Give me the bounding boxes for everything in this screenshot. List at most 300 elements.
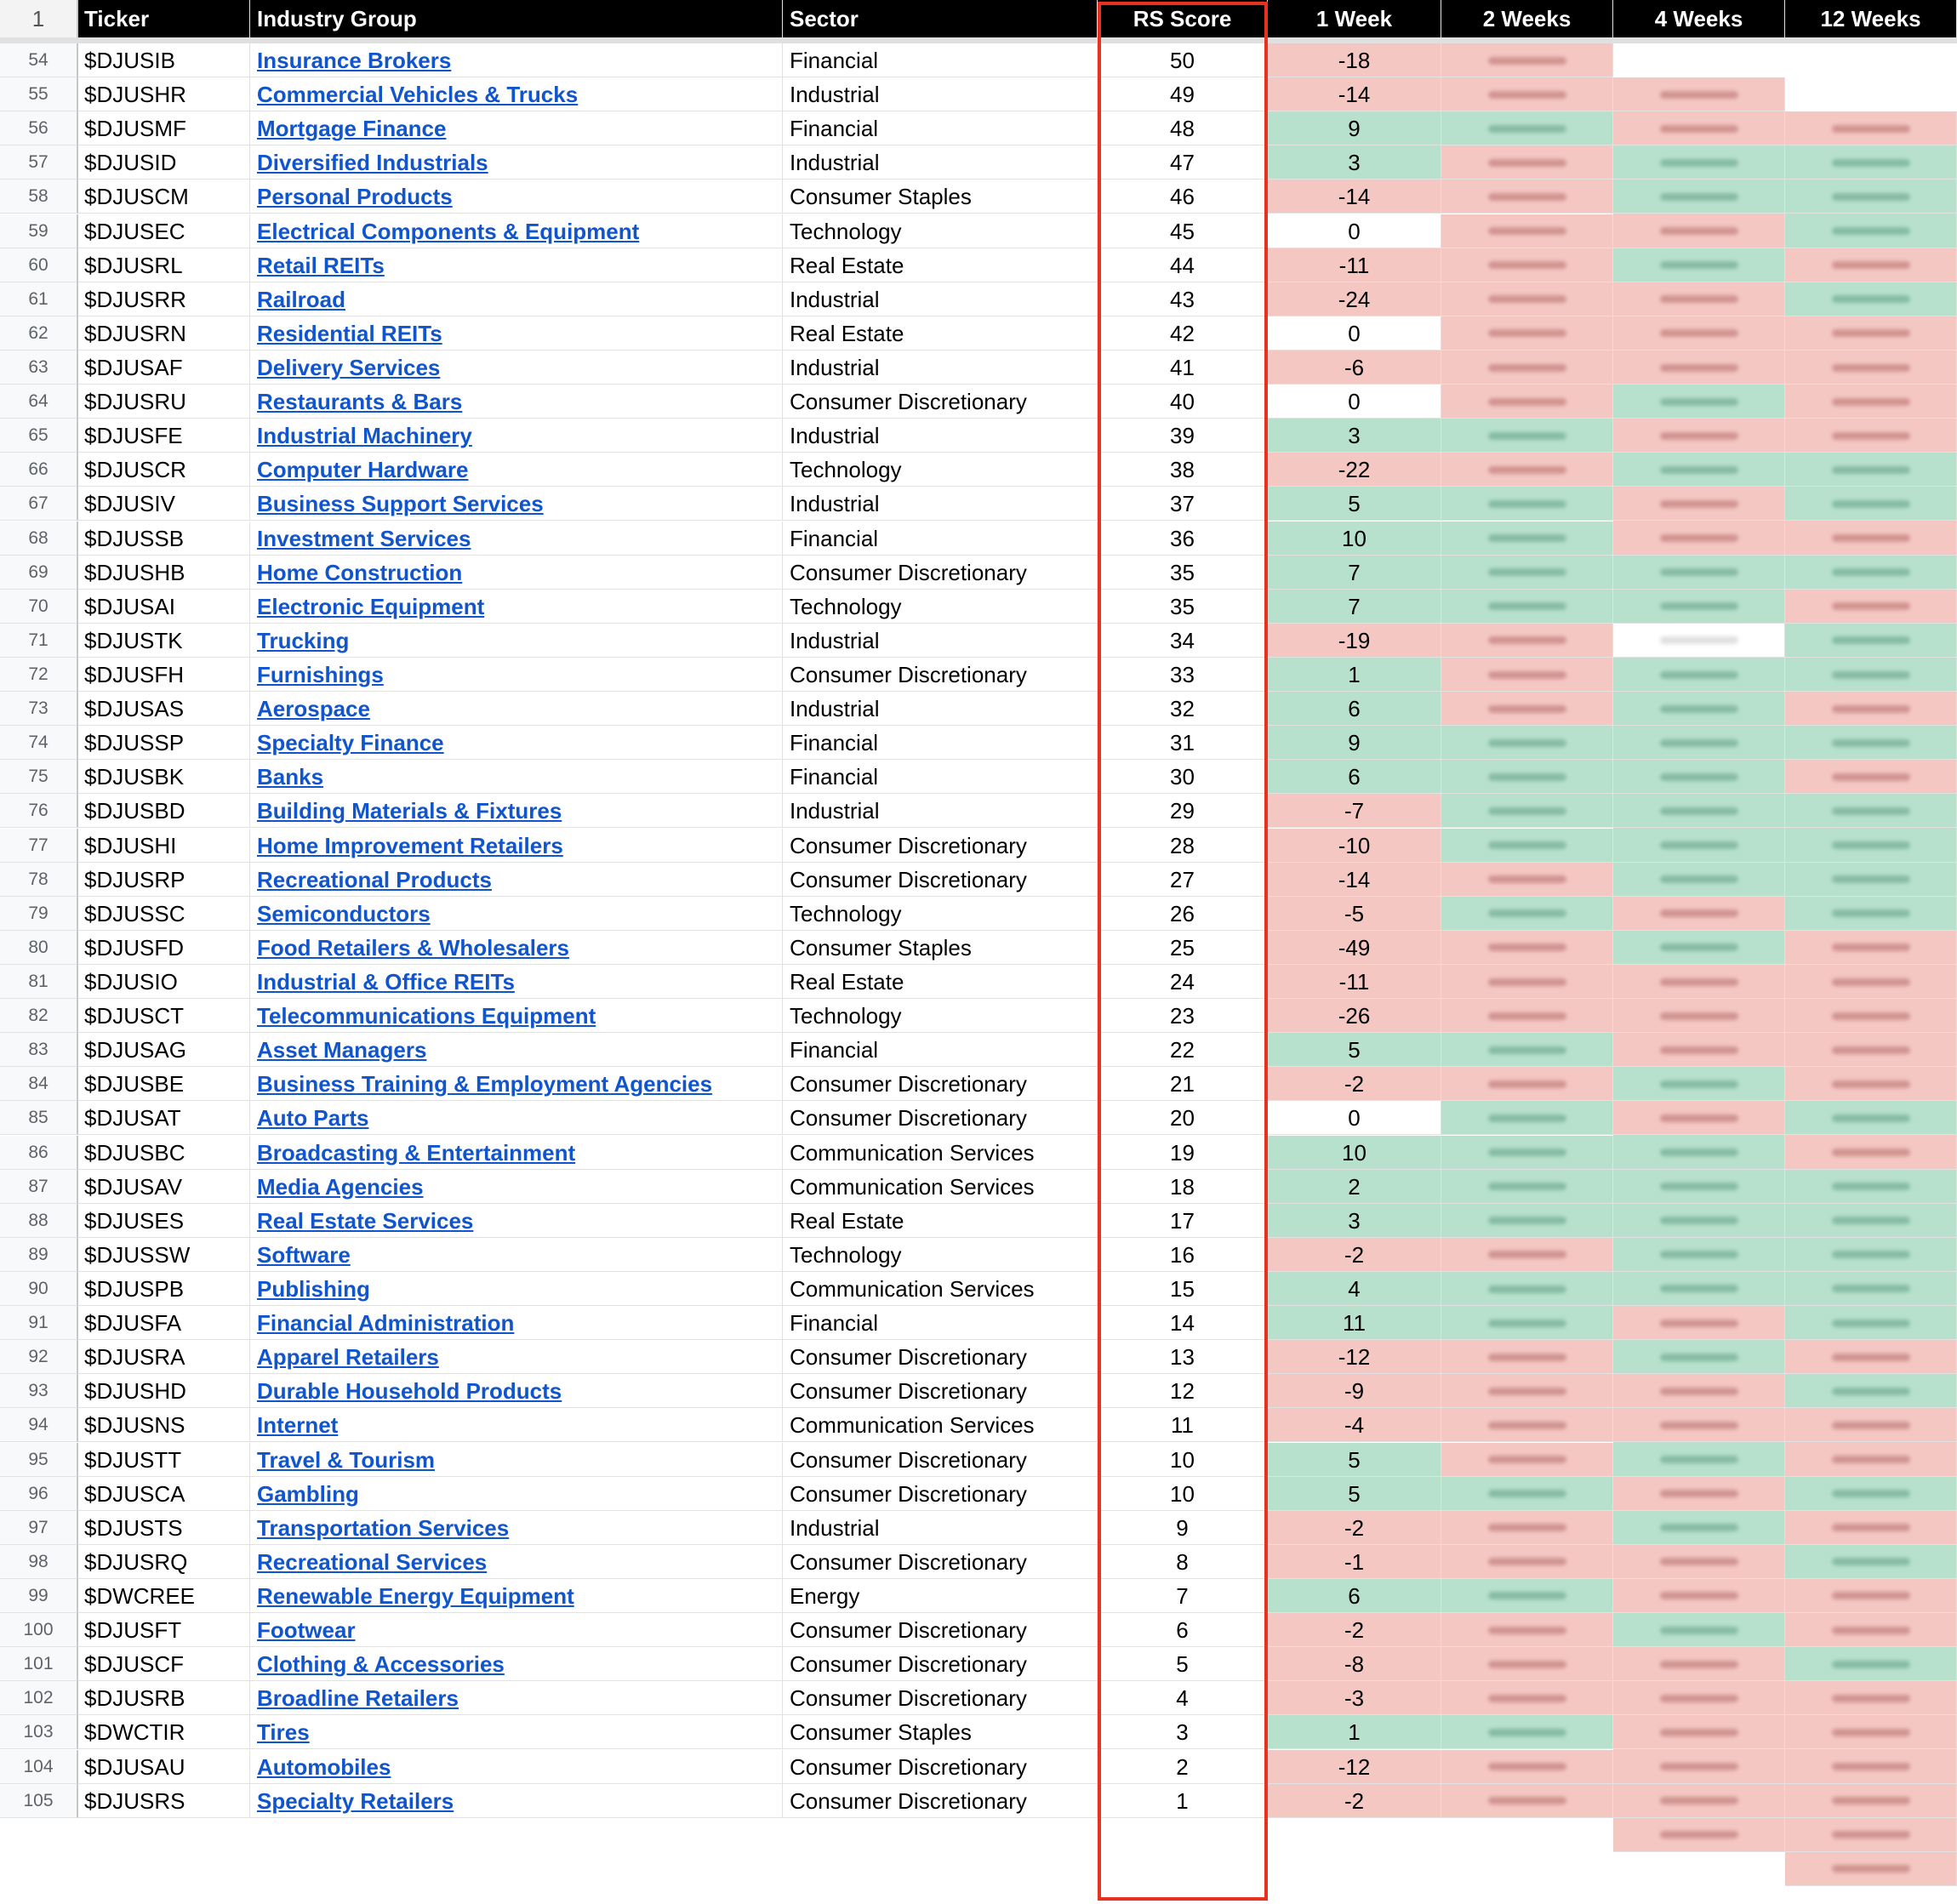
industry-group-link[interactable]: Specialty Retailers xyxy=(257,1787,454,1814)
ticker-cell[interactable]: $DJUSTK xyxy=(78,624,250,658)
industry-group-link[interactable]: Auto Parts xyxy=(257,1105,369,1132)
industry-group-cell[interactable] xyxy=(250,1374,783,1408)
week2-change-cell[interactable] xyxy=(1441,1170,1613,1204)
sector-cell[interactable]: Real Estate xyxy=(783,1204,1098,1238)
industry-group-cell[interactable] xyxy=(250,726,783,760)
sector-cell[interactable]: Industrial xyxy=(783,1511,1098,1545)
row-number[interactable]: 77 xyxy=(0,829,78,863)
industry-group-link[interactable]: Electrical Components & Equipment xyxy=(257,218,640,244)
row-number[interactable]: 94 xyxy=(0,1408,78,1442)
week1-change-cell[interactable]: -49 xyxy=(1268,931,1441,965)
industry-group-link[interactable]: Business Support Services xyxy=(257,491,544,517)
week1-change-cell[interactable]: 2 xyxy=(1268,1170,1441,1204)
sector-cell[interactable]: Financial xyxy=(783,1306,1098,1340)
week1-change-cell[interactable]: -5 xyxy=(1268,897,1441,931)
column-header-sector[interactable]: Sector xyxy=(783,0,1098,38)
ticker-cell[interactable]: $DJUSRB xyxy=(78,1681,250,1715)
industry-group-cell[interactable] xyxy=(250,1272,783,1306)
industry-group-link[interactable]: Publishing xyxy=(257,1276,370,1302)
week1-change-cell[interactable]: -10 xyxy=(1268,829,1441,863)
rs-score-cell[interactable]: 14 xyxy=(1098,1306,1268,1340)
rs-score-cell[interactable]: 26 xyxy=(1098,897,1268,931)
week2-change-cell[interactable] xyxy=(1441,1272,1613,1306)
ticker-cell[interactable]: $DJUSAS xyxy=(78,692,250,726)
industry-group-cell[interactable] xyxy=(250,43,783,77)
rs-score-cell[interactable]: 10 xyxy=(1098,1443,1268,1477)
ticker-cell[interactable]: $DJUSBD xyxy=(78,794,250,828)
week1-change-cell[interactable]: -2 xyxy=(1268,1067,1441,1101)
rs-score-cell[interactable]: 21 xyxy=(1098,1067,1268,1101)
week2-change-cell[interactable] xyxy=(1441,1136,1613,1170)
industry-group-cell[interactable] xyxy=(250,1613,783,1647)
ticker-cell[interactable]: $DJUSAI xyxy=(78,590,250,624)
industry-group-link[interactable]: Home Construction xyxy=(257,559,463,585)
ticker-cell[interactable]: $DJUSBC xyxy=(78,1136,250,1170)
industry-group-cell[interactable] xyxy=(250,658,783,692)
industry-group-cell[interactable] xyxy=(250,1647,783,1681)
week1-change-cell[interactable]: -8 xyxy=(1268,1647,1441,1681)
row-number[interactable]: 79 xyxy=(0,897,78,931)
week1-change-cell[interactable]: -14 xyxy=(1268,77,1441,111)
sector-cell[interactable]: Financial xyxy=(783,111,1098,145)
ticker-cell[interactable]: $DJUSMF xyxy=(78,111,250,145)
row-number[interactable]: 71 xyxy=(0,624,78,658)
week2-change-cell[interactable] xyxy=(1441,1306,1613,1340)
rs-score-cell[interactable]: 41 xyxy=(1098,351,1268,385)
rs-score-cell[interactable]: 4 xyxy=(1098,1681,1268,1715)
industry-group-cell[interactable] xyxy=(250,522,783,556)
rs-score-cell[interactable]: 12 xyxy=(1098,1374,1268,1408)
industry-group-link[interactable]: Automobiles xyxy=(257,1753,391,1780)
week2-change-cell[interactable] xyxy=(1441,1681,1613,1715)
row-number[interactable]: 97 xyxy=(0,1511,78,1545)
row-number[interactable]: 102 xyxy=(0,1681,78,1715)
industry-group-link[interactable]: Apparel Retailers xyxy=(257,1344,439,1371)
column-header-industry-group[interactable]: Industry Group xyxy=(250,0,783,38)
column-header-rs-score[interactable]: RS Score xyxy=(1098,0,1268,38)
ticker-cell[interactable]: $DJUSCR xyxy=(78,453,250,487)
sector-cell[interactable]: Consumer Discretionary xyxy=(783,1340,1098,1374)
row-number[interactable]: 59 xyxy=(0,214,78,248)
sector-cell[interactable]: Industrial xyxy=(783,77,1098,111)
sector-cell[interactable]: Real Estate xyxy=(783,248,1098,282)
rs-score-cell[interactable]: 13 xyxy=(1098,1340,1268,1374)
ticker-cell[interactable]: $DJUSIB xyxy=(78,43,250,77)
row-number[interactable]: 83 xyxy=(0,1033,78,1067)
rs-score-cell[interactable]: 47 xyxy=(1098,145,1268,180)
week2-change-cell[interactable] xyxy=(1441,180,1613,214)
sector-cell[interactable]: Technology xyxy=(783,897,1098,931)
rs-score-cell[interactable]: 45 xyxy=(1098,214,1268,248)
week2-change-cell[interactable] xyxy=(1441,1340,1613,1374)
week2-change-cell[interactable] xyxy=(1441,43,1613,77)
sector-cell[interactable]: Technology xyxy=(783,590,1098,624)
industry-group-link[interactable]: Real Estate Services xyxy=(257,1207,474,1234)
ticker-cell[interactable]: $DJUSCT xyxy=(78,999,250,1033)
rs-score-cell[interactable]: 10 xyxy=(1098,1477,1268,1511)
ticker-cell[interactable]: $DJUSPB xyxy=(78,1272,250,1306)
industry-group-cell[interactable] xyxy=(250,1511,783,1545)
row-number[interactable]: 57 xyxy=(0,145,78,180)
week2-change-cell[interactable] xyxy=(1441,1408,1613,1442)
rs-score-cell[interactable]: 15 xyxy=(1098,1272,1268,1306)
ticker-cell[interactable]: $DJUSIO xyxy=(78,965,250,999)
rs-score-cell[interactable]: 7 xyxy=(1098,1579,1268,1613)
ticker-cell[interactable]: $DJUSIV xyxy=(78,487,250,521)
rs-score-cell[interactable]: 9 xyxy=(1098,1511,1268,1545)
sector-cell[interactable]: Industrial xyxy=(783,487,1098,521)
week1-change-cell[interactable]: -26 xyxy=(1268,999,1441,1033)
row-number[interactable]: 90 xyxy=(0,1272,78,1306)
ticker-cell[interactable]: $DJUSCA xyxy=(78,1477,250,1511)
rs-score-cell[interactable]: 18 xyxy=(1098,1170,1268,1204)
industry-group-link[interactable]: Recreational Products xyxy=(257,866,492,892)
week2-change-cell[interactable] xyxy=(1441,385,1613,419)
industry-group-cell[interactable] xyxy=(250,282,783,316)
industry-group-cell[interactable] xyxy=(250,897,783,931)
row-number[interactable]: 69 xyxy=(0,556,78,590)
row-number[interactable]: 80 xyxy=(0,931,78,965)
sector-cell[interactable]: Industrial xyxy=(783,282,1098,316)
week1-change-cell[interactable]: 10 xyxy=(1268,1136,1441,1170)
week1-change-cell[interactable]: 1 xyxy=(1268,658,1441,692)
industry-group-cell[interactable] xyxy=(250,590,783,624)
row-number[interactable]: 73 xyxy=(0,692,78,726)
rs-score-cell[interactable]: 22 xyxy=(1098,1033,1268,1067)
row-number[interactable]: 76 xyxy=(0,794,78,828)
rs-score-cell[interactable]: 35 xyxy=(1098,556,1268,590)
week1-change-cell[interactable]: 3 xyxy=(1268,145,1441,180)
week1-change-cell[interactable]: 3 xyxy=(1268,419,1441,453)
row-number[interactable]: 89 xyxy=(0,1238,78,1272)
ticker-cell[interactable]: $DJUSSC xyxy=(78,897,250,931)
sector-cell[interactable]: Consumer Discretionary xyxy=(783,658,1098,692)
week2-change-cell[interactable] xyxy=(1441,658,1613,692)
ticker-cell[interactable]: $DJUSSP xyxy=(78,726,250,760)
week1-change-cell[interactable]: 5 xyxy=(1268,1477,1441,1511)
week1-change-cell[interactable]: 9 xyxy=(1268,111,1441,145)
sector-cell[interactable]: Industrial xyxy=(783,145,1098,180)
sector-cell[interactable]: Consumer Discretionary xyxy=(783,1750,1098,1784)
row-number[interactable]: 61 xyxy=(0,282,78,316)
sector-cell[interactable]: Financial xyxy=(783,1033,1098,1067)
row-number[interactable]: 82 xyxy=(0,999,78,1033)
rs-score-cell[interactable]: 42 xyxy=(1098,316,1268,351)
industry-group-cell[interactable] xyxy=(250,1579,783,1613)
week1-change-cell[interactable]: 0 xyxy=(1268,1101,1441,1135)
industry-group-cell[interactable] xyxy=(250,77,783,111)
row-number[interactable]: 55 xyxy=(0,77,78,111)
week1-change-cell[interactable]: -2 xyxy=(1268,1784,1441,1818)
ticker-cell[interactable]: $DJUSBE xyxy=(78,1067,250,1101)
rs-score-cell[interactable]: 11 xyxy=(1098,1408,1268,1442)
industry-group-link[interactable]: Furnishings xyxy=(257,662,384,687)
rs-score-cell[interactable]: 44 xyxy=(1098,248,1268,282)
week1-change-cell[interactable]: 11 xyxy=(1268,1306,1441,1340)
week2-change-cell[interactable] xyxy=(1441,863,1613,897)
ticker-cell[interactable]: $DJUSCF xyxy=(78,1647,250,1681)
industry-group-link[interactable]: Mortgage Finance xyxy=(257,116,447,142)
week2-change-cell[interactable] xyxy=(1441,77,1613,111)
ticker-cell[interactable]: $DJUSRA xyxy=(78,1340,250,1374)
rs-score-cell[interactable]: 17 xyxy=(1098,1204,1268,1238)
rs-score-cell[interactable]: 24 xyxy=(1098,965,1268,999)
week1-change-cell[interactable]: 0 xyxy=(1268,385,1441,419)
week1-change-cell[interactable]: -4 xyxy=(1268,1408,1441,1442)
week2-change-cell[interactable] xyxy=(1441,419,1613,453)
industry-group-link[interactable]: Investment Services xyxy=(257,525,471,551)
week1-change-cell[interactable]: 4 xyxy=(1268,1272,1441,1306)
industry-group-link[interactable]: Electronic Equipment xyxy=(257,593,485,619)
sector-cell[interactable]: Financial xyxy=(783,522,1098,556)
industry-group-link[interactable]: Aerospace xyxy=(257,696,370,722)
ticker-cell[interactable]: $DJUSHI xyxy=(78,829,250,863)
industry-group-cell[interactable] xyxy=(250,1545,783,1579)
week2-change-cell[interactable] xyxy=(1441,1067,1613,1101)
sector-cell[interactable]: Consumer Staples xyxy=(783,931,1098,965)
ticker-cell[interactable]: $DJUSFH xyxy=(78,658,250,692)
week2-change-cell[interactable] xyxy=(1441,1033,1613,1067)
rs-score-cell[interactable]: 36 xyxy=(1098,522,1268,556)
industry-group-cell[interactable] xyxy=(250,351,783,385)
sector-cell[interactable]: Financial xyxy=(783,760,1098,794)
sector-cell[interactable]: Real Estate xyxy=(783,316,1098,351)
row-number[interactable]: 93 xyxy=(0,1374,78,1408)
row-number[interactable]: 85 xyxy=(0,1101,78,1135)
week1-change-cell[interactable]: -24 xyxy=(1268,282,1441,316)
week2-change-cell[interactable] xyxy=(1441,829,1613,863)
sector-cell[interactable]: Consumer Discretionary xyxy=(783,1067,1098,1101)
week2-change-cell[interactable] xyxy=(1441,1545,1613,1579)
ticker-cell[interactable]: $DJUSSW xyxy=(78,1238,250,1272)
industry-group-link[interactable]: Computer Hardware xyxy=(257,457,469,483)
week2-change-cell[interactable] xyxy=(1441,1715,1613,1749)
week1-change-cell[interactable]: 7 xyxy=(1268,590,1441,624)
industry-group-cell[interactable] xyxy=(250,111,783,145)
industry-group-link[interactable]: Residential REITs xyxy=(257,320,442,346)
row-number[interactable]: 96 xyxy=(0,1477,78,1511)
sector-cell[interactable]: Technology xyxy=(783,999,1098,1033)
week2-change-cell[interactable] xyxy=(1441,1477,1613,1511)
week1-change-cell[interactable]: -11 xyxy=(1268,248,1441,282)
industry-group-cell[interactable] xyxy=(250,214,783,248)
week2-change-cell[interactable] xyxy=(1441,1613,1613,1647)
industry-group-cell[interactable] xyxy=(250,180,783,214)
week12-change-cell[interactable] xyxy=(1785,1852,1957,1886)
industry-group-link[interactable]: Trucking xyxy=(257,627,350,653)
ticker-cell[interactable]: $DJUSCM xyxy=(78,180,250,214)
industry-group-link[interactable]: Clothing & Accessories xyxy=(257,1651,505,1678)
ticker-cell[interactable]: $DJUSAV xyxy=(78,1170,250,1204)
week2-change-cell[interactable] xyxy=(1441,897,1613,931)
week2-change-cell[interactable] xyxy=(1441,692,1613,726)
row-number[interactable]: 68 xyxy=(0,522,78,556)
industry-group-link[interactable]: Footwear xyxy=(257,1617,356,1644)
ticker-cell[interactable]: $DWCREE xyxy=(78,1579,250,1613)
rs-score-cell[interactable]: 27 xyxy=(1098,863,1268,897)
row-number[interactable]: 92 xyxy=(0,1340,78,1374)
sector-cell[interactable]: Industrial xyxy=(783,794,1098,828)
week1-change-cell[interactable]: -12 xyxy=(1268,1750,1441,1784)
industry-group-cell[interactable] xyxy=(250,145,783,180)
sector-cell[interactable]: Consumer Discretionary xyxy=(783,1477,1098,1511)
sector-cell[interactable]: Consumer Discretionary xyxy=(783,1647,1098,1681)
industry-group-cell[interactable] xyxy=(250,1204,783,1238)
ticker-cell[interactable]: $DJUSRL xyxy=(78,248,250,282)
industry-group-cell[interactable] xyxy=(250,1750,783,1784)
row-number[interactable]: 87 xyxy=(0,1170,78,1204)
industry-group-cell[interactable] xyxy=(250,829,783,863)
rs-score-cell[interactable]: 28 xyxy=(1098,829,1268,863)
rs-score-cell[interactable]: 25 xyxy=(1098,931,1268,965)
rs-score-cell[interactable]: 2 xyxy=(1098,1750,1268,1784)
sector-cell[interactable]: Consumer Discretionary xyxy=(783,1545,1098,1579)
week2-change-cell[interactable] xyxy=(1441,1750,1613,1784)
ticker-cell[interactable]: $DJUSAU xyxy=(78,1750,250,1784)
sector-cell[interactable]: Industrial xyxy=(783,351,1098,385)
week2-change-cell[interactable] xyxy=(1441,214,1613,248)
industry-group-cell[interactable] xyxy=(250,794,783,828)
industry-group-cell[interactable] xyxy=(250,248,783,282)
row-number[interactable]: 63 xyxy=(0,351,78,385)
week2-change-cell[interactable] xyxy=(1441,794,1613,828)
row-number[interactable]: 70 xyxy=(0,590,78,624)
week2-change-cell[interactable] xyxy=(1441,1784,1613,1818)
week1-change-cell[interactable]: -14 xyxy=(1268,863,1441,897)
ticker-cell[interactable]: $DJUSFT xyxy=(78,1613,250,1647)
industry-group-link[interactable]: Internet xyxy=(257,1412,339,1439)
column-header-4-weeks[interactable]: 4 Weeks xyxy=(1613,0,1785,38)
week1-change-cell[interactable]: 5 xyxy=(1268,1443,1441,1477)
rs-score-cell[interactable]: 38 xyxy=(1098,453,1268,487)
industry-group-cell[interactable] xyxy=(250,1443,783,1477)
industry-group-cell[interactable] xyxy=(250,556,783,590)
industry-group-link[interactable]: Recreational Services xyxy=(257,1548,488,1575)
week2-change-cell[interactable] xyxy=(1441,453,1613,487)
sector-cell[interactable]: Consumer Discretionary xyxy=(783,1443,1098,1477)
week1-change-cell[interactable]: 6 xyxy=(1268,692,1441,726)
rs-score-cell[interactable]: 43 xyxy=(1098,282,1268,316)
row-number[interactable]: 84 xyxy=(0,1067,78,1101)
row-number[interactable]: 86 xyxy=(0,1136,78,1170)
week4-change-cell[interactable] xyxy=(1613,1818,1785,1852)
industry-group-link[interactable]: Durable Household Products xyxy=(257,1378,562,1405)
ticker-cell[interactable]: $DJUSRU xyxy=(78,385,250,419)
ticker-cell[interactable]: $DJUSID xyxy=(78,145,250,180)
column-header-2-weeks[interactable]: 2 Weeks xyxy=(1441,0,1613,38)
sector-cell[interactable]: Consumer Discretionary xyxy=(783,863,1098,897)
industry-group-cell[interactable] xyxy=(250,760,783,794)
sector-cell[interactable]: Financial xyxy=(783,726,1098,760)
rs-score-cell[interactable]: 8 xyxy=(1098,1545,1268,1579)
week2-change-cell[interactable] xyxy=(1441,111,1613,145)
week1-change-cell[interactable]: -11 xyxy=(1268,965,1441,999)
industry-group-cell[interactable] xyxy=(250,931,783,965)
industry-group-link[interactable]: Gambling xyxy=(257,1480,359,1507)
industry-group-link[interactable]: Diversified Industrials xyxy=(257,150,488,176)
week2-change-cell[interactable] xyxy=(1441,556,1613,590)
rs-score-cell[interactable]: 39 xyxy=(1098,419,1268,453)
week1-change-cell[interactable]: -19 xyxy=(1268,624,1441,658)
industry-group-link[interactable]: Banks xyxy=(257,764,324,790)
industry-group-cell[interactable] xyxy=(250,1033,783,1067)
week1-change-cell[interactable]: 5 xyxy=(1268,1033,1441,1067)
week1-change-cell[interactable]: -18 xyxy=(1268,43,1441,77)
sector-cell[interactable]: Consumer Discretionary xyxy=(783,829,1098,863)
ticker-cell[interactable]: $DJUSRS xyxy=(78,1784,250,1818)
industry-group-link[interactable]: Asset Managers xyxy=(257,1037,427,1063)
row-number[interactable]: 104 xyxy=(0,1750,78,1784)
sector-cell[interactable]: Consumer Staples xyxy=(783,1715,1098,1749)
row-number[interactable]: 72 xyxy=(0,658,78,692)
week2-change-cell[interactable] xyxy=(1441,1511,1613,1545)
sector-cell[interactable]: Communication Services xyxy=(783,1170,1098,1204)
rs-score-cell[interactable]: 31 xyxy=(1098,726,1268,760)
row-number[interactable]: 98 xyxy=(0,1545,78,1579)
ticker-cell[interactable]: $DJUSFA xyxy=(78,1306,250,1340)
sector-cell[interactable]: Technology xyxy=(783,1238,1098,1272)
ticker-cell[interactable]: $DJUSFD xyxy=(78,931,250,965)
rs-score-cell[interactable]: 40 xyxy=(1098,385,1268,419)
sector-cell[interactable]: Technology xyxy=(783,214,1098,248)
week2-change-cell[interactable] xyxy=(1441,999,1613,1033)
industry-group-cell[interactable] xyxy=(250,487,783,521)
row-number[interactable]: 75 xyxy=(0,760,78,794)
industry-group-cell[interactable] xyxy=(250,863,783,897)
week1-change-cell[interactable]: -7 xyxy=(1268,794,1441,828)
ticker-cell[interactable]: $DJUSHD xyxy=(78,1374,250,1408)
week2-change-cell[interactable] xyxy=(1441,351,1613,385)
industry-group-link[interactable]: Insurance Brokers xyxy=(257,48,452,73)
sector-cell[interactable]: Industrial xyxy=(783,624,1098,658)
row-number[interactable]: 99 xyxy=(0,1579,78,1613)
row-number[interactable]: 56 xyxy=(0,111,78,145)
ticker-cell[interactable]: $DJUSAF xyxy=(78,351,250,385)
ticker-cell[interactable]: $DJUSES xyxy=(78,1204,250,1238)
industry-group-link[interactable]: Retail REITs xyxy=(257,252,385,278)
row-number[interactable]: 58 xyxy=(0,180,78,214)
week2-change-cell[interactable] xyxy=(1441,624,1613,658)
rs-score-cell[interactable]: 1 xyxy=(1098,1784,1268,1818)
industry-group-cell[interactable] xyxy=(250,419,783,453)
week2-change-cell[interactable] xyxy=(1441,1443,1613,1477)
industry-group-cell[interactable] xyxy=(250,385,783,419)
industry-group-cell[interactable] xyxy=(250,1170,783,1204)
row-number[interactable]: 95 xyxy=(0,1443,78,1477)
ticker-cell[interactable]: $DJUSTS xyxy=(78,1511,250,1545)
rs-score-cell[interactable]: 33 xyxy=(1098,658,1268,692)
sector-cell[interactable]: Energy xyxy=(783,1579,1098,1613)
industry-group-cell[interactable] xyxy=(250,453,783,487)
industry-group-link[interactable]: Business Training & Employment Agencies xyxy=(257,1071,713,1097)
industry-group-link[interactable]: Personal Products xyxy=(257,184,453,210)
column-header-1-week[interactable]: 1 Week xyxy=(1268,0,1441,38)
row-number[interactable]: 60 xyxy=(0,248,78,282)
industry-group-cell[interactable] xyxy=(250,1784,783,1818)
week1-change-cell[interactable]: 9 xyxy=(1268,726,1441,760)
ticker-cell[interactable]: $DJUSNS xyxy=(78,1408,250,1442)
week1-change-cell[interactable]: -2 xyxy=(1268,1613,1441,1647)
industry-group-link[interactable]: Renewable Energy Equipment xyxy=(257,1582,574,1609)
industry-group-link[interactable]: Telecommunications Equipment xyxy=(257,1003,596,1029)
ticker-cell[interactable]: $DJUSRR xyxy=(78,282,250,316)
industry-group-link[interactable]: Semiconductors xyxy=(257,900,431,926)
week2-change-cell[interactable] xyxy=(1441,487,1613,521)
week1-change-cell[interactable]: -3 xyxy=(1268,1681,1441,1715)
rs-score-cell[interactable]: 16 xyxy=(1098,1238,1268,1272)
sector-cell[interactable]: Communication Services xyxy=(783,1408,1098,1442)
rs-score-cell[interactable]: 19 xyxy=(1098,1136,1268,1170)
